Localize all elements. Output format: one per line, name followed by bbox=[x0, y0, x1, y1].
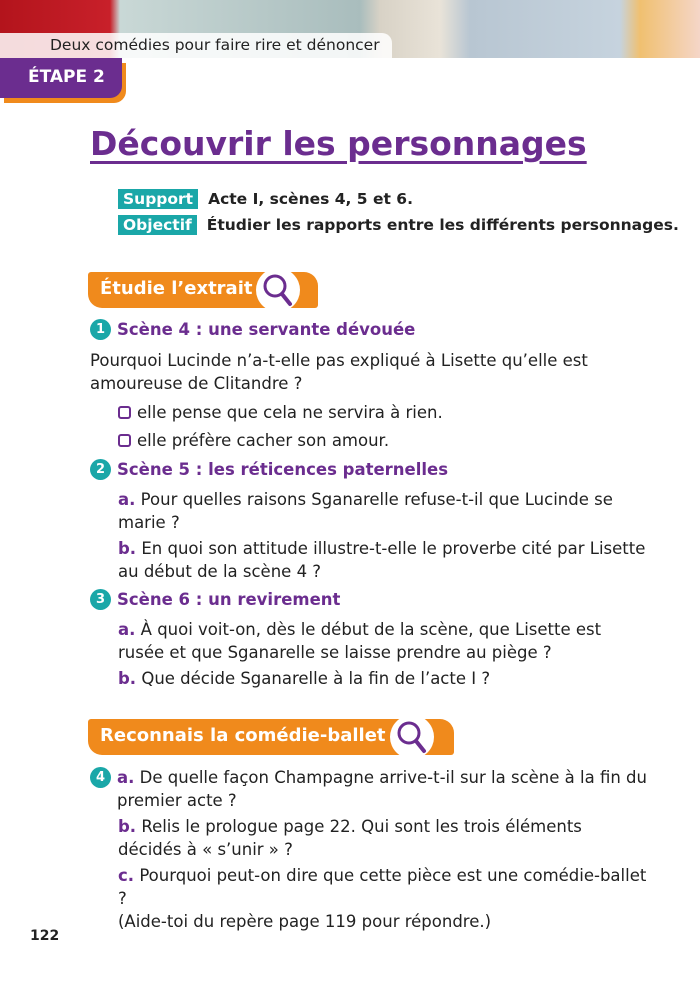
objective-text: Étudier les rapports entre les différents personnages. bbox=[206, 216, 679, 234]
hint-text: (Aide-toi du repère page 119 pour répondre.) bbox=[118, 912, 492, 931]
question-text: Relis le prologue page 22. Qui sont les trois éléments décidés à « s’unir » ? bbox=[118, 817, 582, 859]
question-text: Que décide Sganarelle à la fin de l’acte I ? bbox=[141, 669, 491, 688]
magnifier-icon bbox=[256, 268, 300, 312]
item-label: b. bbox=[118, 669, 137, 688]
objective-row bbox=[118, 215, 679, 235]
question-heading: Scène 6 : un revirement bbox=[117, 590, 341, 609]
question-2 bbox=[90, 458, 650, 583]
question-1 bbox=[90, 318, 650, 452]
question-heading: Scène 5 : les réticences paternelles bbox=[117, 460, 449, 479]
checkbox[interactable] bbox=[118, 434, 131, 447]
objective-badge: Objectif bbox=[118, 215, 197, 235]
support-row bbox=[118, 189, 413, 209]
question-text: Pourquoi Lucinde n’a-t-elle pas expliqué à Lisette qu’elle est amoureuse de Clitandre ? bbox=[90, 351, 588, 393]
page-title: Découvrir les personnages bbox=[90, 124, 587, 163]
question-number: 1 bbox=[90, 319, 111, 340]
question-number: 2 bbox=[90, 459, 111, 480]
page-number: 122 bbox=[30, 928, 60, 944]
question-4 bbox=[90, 766, 650, 933]
question-3 bbox=[90, 588, 650, 690]
option[interactable] bbox=[90, 429, 650, 452]
question-text: Pour quelles raisons Sganarelle refuse-t-il que Lucinde se marie ? bbox=[118, 490, 613, 532]
section-header-study bbox=[88, 272, 318, 308]
question-text: En quoi son attitude illustre-t-elle le proverbe cité par Lisette au début de la scène 4 ? bbox=[118, 539, 646, 581]
item-label: b. bbox=[118, 539, 137, 558]
item-label: a. bbox=[117, 768, 135, 787]
question-text: Pourquoi peut-on dire que cette pièce est une comédie-ballet ? bbox=[118, 866, 647, 908]
item-label: c. bbox=[118, 866, 135, 885]
item-label: b. bbox=[118, 817, 137, 836]
section-header-comedie-ballet bbox=[88, 719, 454, 755]
magnifier-icon bbox=[390, 715, 434, 759]
question-text: À quoi voit-on, dès le début de la scène, que Lisette est rusée et que Sganarelle se laisse prendre au piège ? bbox=[118, 620, 602, 662]
running-title: Deux comédies pour faire rire et dénoncer bbox=[0, 33, 392, 58]
option-text: elle préfère cacher son amour. bbox=[137, 431, 390, 450]
item-label: a. bbox=[118, 620, 136, 639]
option[interactable] bbox=[90, 401, 650, 424]
option-text: elle pense que cela ne servira à rien. bbox=[137, 403, 443, 422]
question-number: 3 bbox=[90, 589, 111, 610]
question-number: 4 bbox=[90, 767, 111, 788]
section-title: Étudie l’extrait bbox=[100, 278, 253, 299]
support-text: Acte I, scènes 4, 5 et 6. bbox=[208, 190, 413, 208]
question-heading: Scène 4 : une servante dévouée bbox=[117, 320, 416, 339]
section-title: Reconnais la comédie-ballet bbox=[100, 725, 386, 746]
step-tab: ÉTAPE 2 bbox=[0, 58, 122, 98]
checkbox[interactable] bbox=[118, 406, 131, 419]
support-badge: Support bbox=[118, 189, 198, 209]
question-text: De quelle façon Champagne arrive-t-il sur la scène à la fin du premier acte ? bbox=[117, 768, 647, 810]
item-label: a. bbox=[118, 490, 136, 509]
